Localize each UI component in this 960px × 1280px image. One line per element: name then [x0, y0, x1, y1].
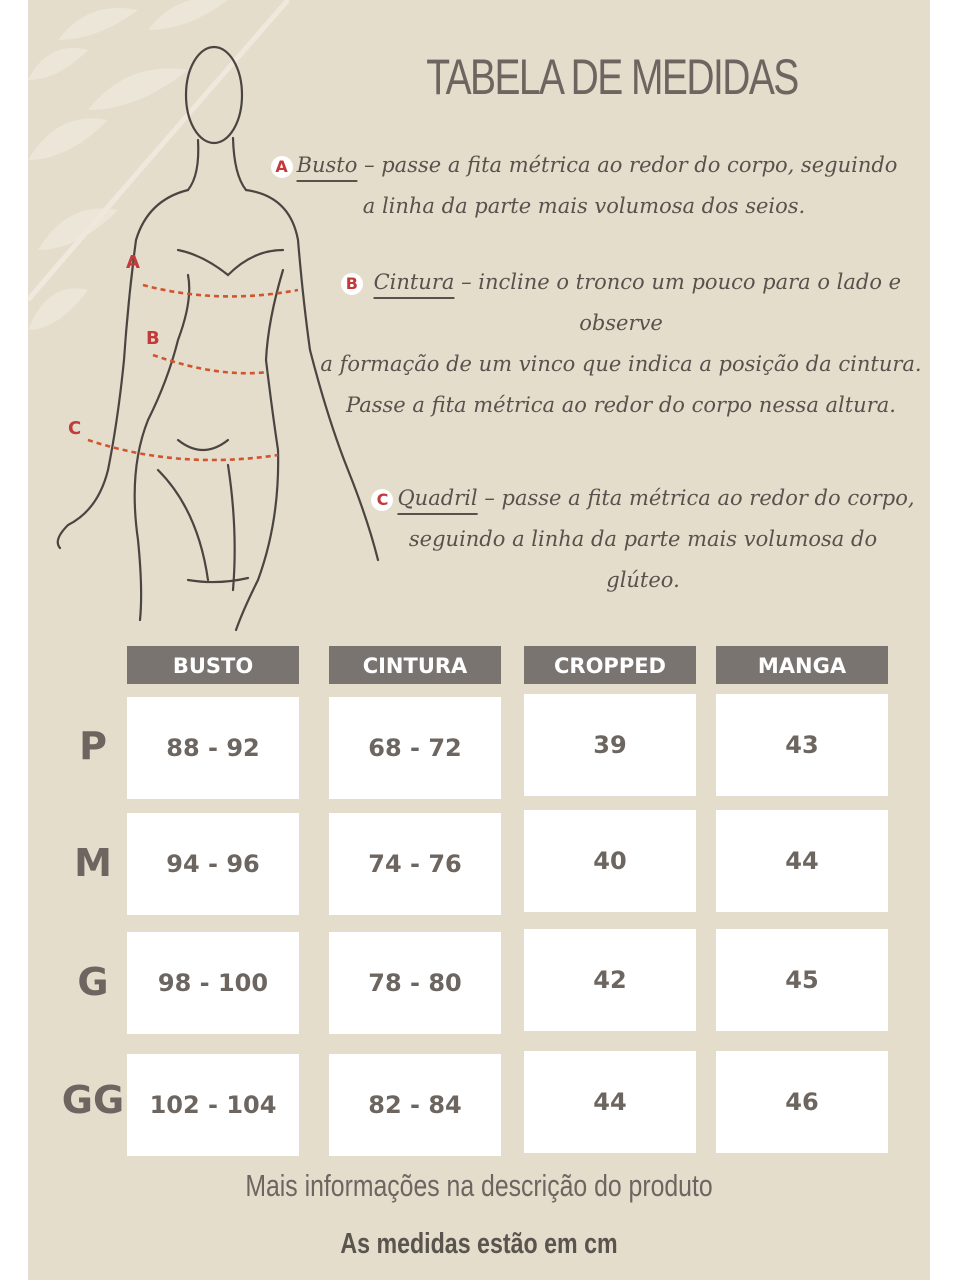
table-cell: [329, 697, 501, 799]
cell-value: 94 - 96: [166, 850, 260, 878]
header-cintura: CINTURA: [329, 646, 501, 684]
footer-units: As medidas estão em cm: [340, 1228, 618, 1260]
size-chart-panel: [28, 0, 930, 1280]
cell-value: 42: [593, 966, 627, 994]
cell-value: 78 - 80: [368, 969, 462, 997]
cell-value: 68 - 72: [368, 734, 462, 762]
quadril-text-3: glúteo.: [606, 568, 680, 592]
busto-text-1: – passe a fita métrica ao redor do corpo, seguindo: [357, 153, 898, 177]
quadril-description: [358, 478, 928, 601]
table-cell: [716, 929, 888, 1031]
cell-value: 88 - 92: [166, 734, 260, 762]
figure-label-b: B: [146, 328, 160, 349]
size-label-m: M: [74, 841, 112, 885]
page-title: TABELA DE MEDIDAS: [426, 49, 798, 105]
busto-term: Busto: [296, 153, 358, 177]
cell-value: 43: [785, 731, 819, 759]
header-busto: BUSTO: [127, 646, 299, 684]
table-cell: [524, 694, 696, 796]
table-cell: [329, 932, 501, 1034]
table-cell: [329, 1054, 501, 1156]
cell-value: 39: [593, 731, 627, 759]
cell-value: 98 - 100: [157, 969, 269, 997]
cintura-badge: B: [341, 273, 363, 295]
cell-value: 44: [593, 1088, 627, 1116]
table-cell: [127, 1054, 299, 1156]
cintura-term: Cintura: [373, 270, 455, 294]
busto-text-2: a linha da parte mais volumosa dos seios.: [362, 194, 806, 218]
cell-value: 102 - 104: [149, 1091, 277, 1119]
cell-value: 74 - 76: [368, 850, 462, 878]
quadril-badge: C: [371, 489, 393, 511]
table-cell: [127, 697, 299, 799]
quadril-text-2: seguindo a linha da parte mais volumosa do: [408, 527, 878, 551]
table-cell: [127, 932, 299, 1034]
quadril-term: Quadril: [397, 486, 478, 510]
table-cell: [716, 1051, 888, 1153]
figure-label-a: A: [126, 252, 140, 273]
cintura-text-4: Passe a fita métrica ao redor do corpo nessa altura.: [346, 393, 896, 417]
figure-label-c: C: [68, 418, 82, 439]
cell-value: 45: [785, 966, 819, 994]
table-cell: [524, 929, 696, 1031]
footer-info: Mais informações na descrição do produto: [245, 1168, 713, 1203]
busto-line-1: [264, 145, 904, 186]
header-cropped: CROPPED: [524, 646, 696, 684]
cell-value: 44: [785, 847, 819, 875]
header-manga: MANGA: [716, 646, 888, 684]
busto-badge: A: [271, 156, 293, 178]
busto-description: [264, 145, 904, 227]
size-label-g: G: [77, 960, 109, 1004]
table-cell: [524, 1051, 696, 1153]
size-label-gg: GG: [61, 1078, 125, 1122]
table-cell: [329, 813, 501, 915]
size-label-p: P: [79, 724, 107, 768]
cell-value: 82 - 84: [368, 1091, 462, 1119]
table-cell: [524, 810, 696, 912]
cintura-text-3: a formação de um vinco que indica a posição da cintura.: [320, 352, 922, 376]
cintura-description: [316, 262, 926, 426]
cell-value: 40: [593, 847, 627, 875]
table-cell: [716, 694, 888, 796]
cell-value: 46: [785, 1088, 819, 1116]
table-cell: [716, 810, 888, 912]
quadril-text-1: – passe a fita métrica ao redor do corpo,: [477, 486, 915, 510]
cintura-text-1: – incline o tronco um pouco para o lado e: [454, 270, 902, 294]
table-cell: [127, 813, 299, 915]
cintura-line-1: [316, 262, 926, 303]
cintura-text-2: observe: [579, 311, 663, 335]
quadril-line-1: [358, 478, 928, 519]
